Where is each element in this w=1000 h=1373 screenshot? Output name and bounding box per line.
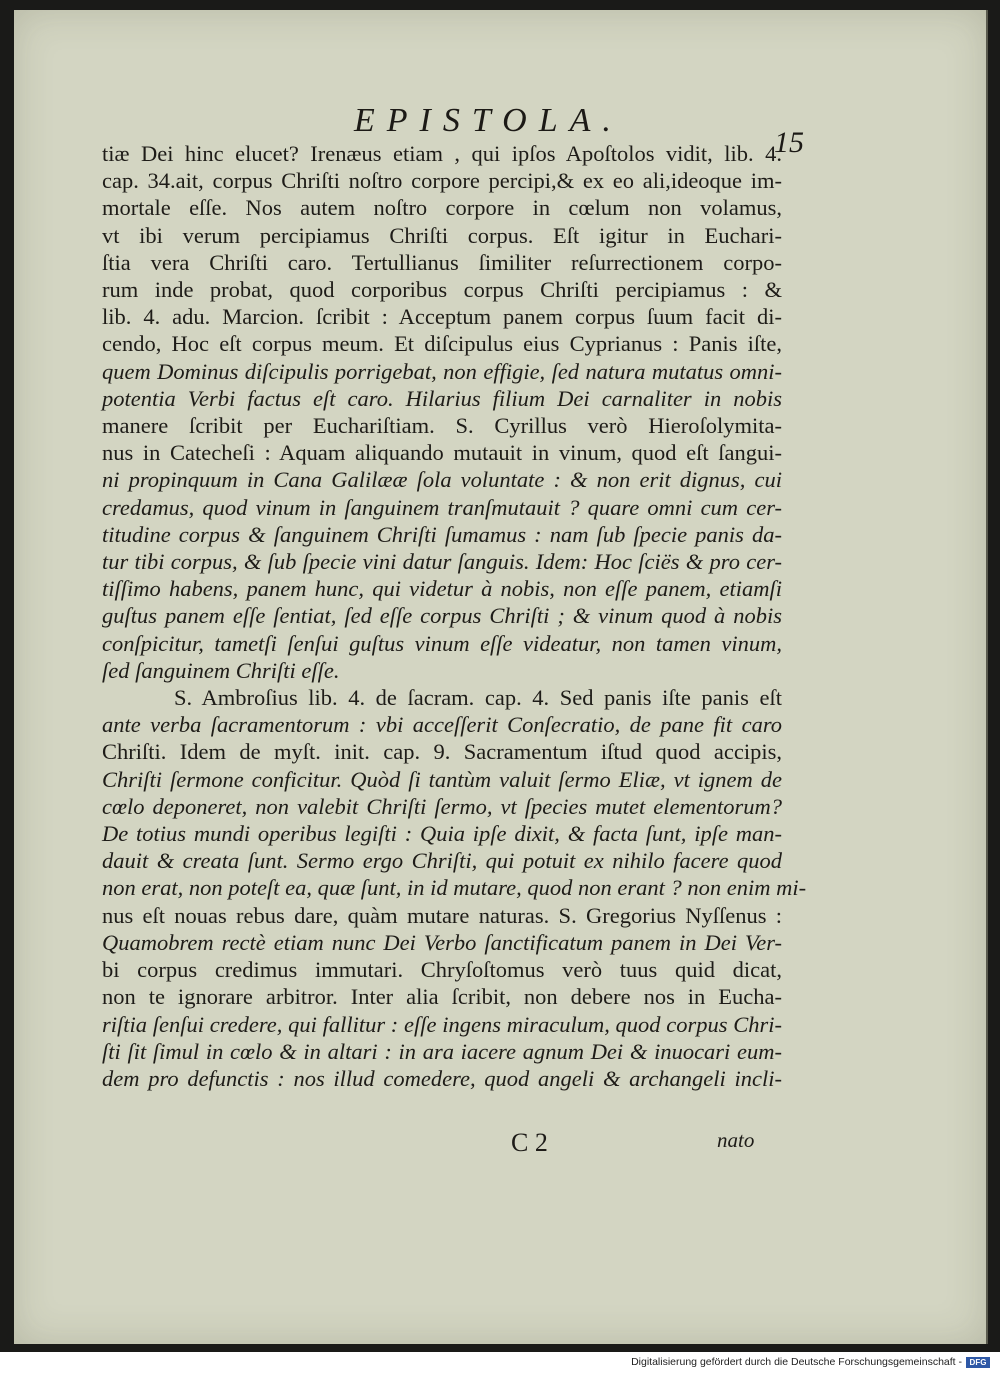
text-line: conſpicitur, tametſi ſenſui guſtus vinum eſſe videatur, non tamen vinum,: [102, 630, 782, 656]
text-line: cœlo deponeret, non valebit Chriſti ſermo, vt ſpecies mutet elementorum?: [102, 793, 782, 819]
text-line: ſti ſit ſimul in cœlo & in altari : in ara iacere agnum Dei & inuocari eum-: [102, 1038, 782, 1064]
catchword: nato: [717, 1128, 755, 1152]
text-line: bi corpus credimus immutari. Chryſoſtomus verò tuus quid dicat,: [102, 957, 782, 983]
text-line: ante verba ſacramentorum : vbi acceſſerit Conſecratio, de pane fit caro: [102, 712, 782, 738]
credit-text: Digitalisierung gefördert durch die Deutsche Forschungsgemeinschaft -: [631, 1356, 962, 1368]
page-number: 15: [774, 126, 804, 159]
text-line: Chriſti. Idem de myſt. init. cap. 9. Sacramentum iſtud quod accipis,: [102, 739, 782, 765]
text-line: potentia Verbi factus eſt caro. Hilarius filium Dei carnaliter in nobis: [102, 385, 782, 411]
text-line: dem pro defunctis : nos illud comedere, quod angeli & archangeli incli-: [102, 1065, 782, 1091]
book-page: [14, 10, 988, 1344]
text-line: S. Ambroſius lib. 4. de ſacram. cap. 4. Sed panis iſte panis eſt: [174, 685, 782, 711]
text-line: quem Dominus diſcipulis porrigebat, non effigie, ſed natura mutatus omni-: [102, 358, 782, 384]
text-line: nus in Catecheſi : Aquam aliquando mutauit in vinum, quod eſt ſangui-: [102, 440, 782, 466]
dfg-logo: DFG: [966, 1357, 990, 1368]
digitization-credit: [631, 1356, 990, 1368]
text-line: Chriſti ſermone conficitur. Quòd ſi tantùm valuit ſermo Eliæ, vt ignem de: [102, 766, 782, 792]
text-line: non te ignorare arbitror. Inter alia ſcribit, non debere nos in Eucha-: [102, 984, 782, 1010]
running-title: EPISTOLA.: [354, 102, 623, 139]
text-line: mortale eſſe. Nos autem noſtro corpore in cœlum non volamus,: [102, 195, 782, 221]
text-line: De totius mundi operibus legiſti : Quia ipſe dixit, & facta ſunt, ipſe man-: [102, 821, 782, 847]
signature-mark: C 2: [511, 1128, 548, 1157]
text-line: riſtia ſenſui credere, qui fallitur : eſſe ingens miraculum, quod corpus Chri-: [102, 1011, 782, 1037]
text-line: non erat, non poteſt ea, quæ ſunt, in id mutare, quod non erant ? non enim mi-: [102, 875, 807, 901]
text-line: nus eſt nouas rebus dare, quàm mutare naturas. S. Gregorius Nyſſenus :: [102, 902, 782, 928]
text-line: guſtus panem eſſe ſentiat, ſed eſſe corpus Chriſti ; & vinum quod à nobis: [102, 603, 782, 629]
text-line: ſed ſanguinem Chriſti eſſe.: [102, 657, 340, 683]
text-line: credamus, quod vinum in ſanguinem tranſmutauit ? quare omni cum cer-: [102, 494, 782, 520]
text-line: cap. 34.ait, corpus Chriſti noſtro corpore percipi,& ex eo ali,ideoque im-: [102, 168, 782, 194]
text-line: dauit & creata ſunt. Sermo ergo Chriſti, qui potuit ex nihilo facere quod: [102, 848, 782, 874]
text-line: rum inde probat, quod corporibus corpus Chriſti percipiamus : &: [102, 277, 782, 303]
text-line: Quamobrem rectè etiam nunc Dei Verbo ſanctificatum panem in Dei Ver-: [102, 929, 782, 955]
text-line: lib. 4. adu. Marcion. ſcribit : Acceptum panem corpus ſuum facit di-: [102, 304, 782, 330]
text-line: ni propinquum in Cana Galilææ ſola voluntate : & non erit dignus, cui: [102, 467, 782, 493]
text-line: tur tibi corpus, & ſub ſpecie vini datur ſanguis. Idem: Hoc ſciës & pro cer-: [102, 549, 782, 575]
text-line: manere ſcribit per Euchariſtiam. S. Cyrillus verò Hieroſolymita-: [102, 413, 782, 439]
text-line: vt ibi verum percipiamus Chriſti corpus. Eſt igitur in Euchari-: [102, 222, 782, 248]
text-line: tiæ Dei hinc elucet? Irenæus etiam , qui ipſos Apoſtolos vidit, lib. 4.: [102, 141, 782, 166]
text-line: tiſſimo habens, panem hunc, qui videtur à nobis, non eſſe panem, etiamſi: [102, 576, 782, 602]
text-line: ſtia vera Chriſti caro. Tertullianus ſimiliter reſurrectionem corpo-: [102, 249, 782, 275]
text-line: cendo, Hoc eſt corpus meum. Et diſcipulus eius Cyprianus : Panis iſte,: [102, 331, 782, 357]
text-line: titudine corpus & ſanguinem Chriſti ſumamus : nam ſub ſpecie panis da-: [102, 521, 782, 547]
